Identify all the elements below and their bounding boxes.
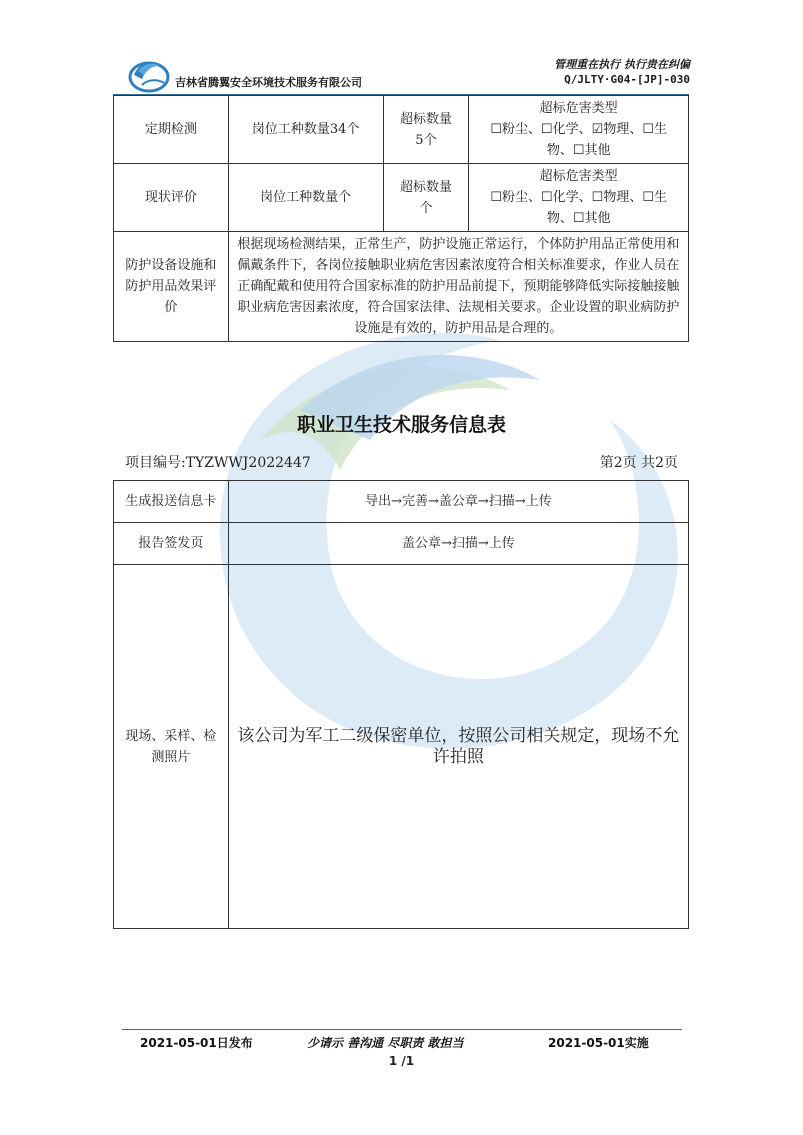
company-name: 吉林省腾翼安全环境技术服务有限公司 — [175, 76, 362, 89]
post-count: 岗位工种数量34个 — [228, 96, 383, 164]
table-row — [114, 481, 689, 523]
project-number: 项目编号:TYZWWJ2022447 — [125, 455, 311, 471]
service-info-table — [113, 480, 689, 929]
table-row — [114, 96, 689, 164]
row-value: 盖公章→扫描→上传 — [228, 523, 688, 565]
company-logo-icon — [128, 57, 170, 93]
row-label: 定期检测 — [114, 96, 229, 164]
evaluation-table — [113, 95, 689, 342]
row-value: 导出→完善→盖公章→扫描→上传 — [228, 481, 688, 523]
page-title: 职业卫生技术服务信息表 — [296, 414, 506, 436]
footer-divider — [122, 1029, 682, 1030]
header-slogan: 管理重在执行 执行贵在纠偏 — [554, 58, 690, 71]
page-header — [0, 0, 803, 100]
exceed-count: 超标数量 5个 — [383, 96, 469, 164]
exceed-count: 超标数量 个 — [383, 164, 469, 232]
footer-slogan: 少请示 善沟通 尽职责 敢担当 — [307, 1036, 464, 1050]
photo-note: 该公司为军工二级保密单位，按照公司相关规定，现场不允许拍照 — [228, 565, 688, 929]
document-code: Q/JLTY·G04-[JP]-030 — [564, 73, 690, 86]
photo-label: 现场、采样、检测照片 — [114, 565, 229, 929]
hazard-types: 超标危害类型 ☐粉尘、☐化学、☐物理、☐生 物、☐其他 — [469, 164, 689, 232]
page-number: 1 /1 — [388, 1054, 415, 1068]
page-info: 第2页 共2页 — [599, 455, 678, 471]
protection-text: 根据现场检测结果，正常生产，防护设施正常运行，个体防护用品正常使用和佩戴条件下，各岗位接触职业病危害因素浓度符合相关标准要求，作业人员在正确配戴和使用符合国家标准的防护用品前提下，预期能够降低实际接触接触职业病危害因素浓度，符合国家法律、法规相关要求。企业设置的职业病防护设施是有效的，防护用品是合理的。 — [228, 232, 688, 342]
effective-date: 2021-05-01实施 — [548, 1036, 649, 1050]
table-row — [114, 565, 689, 929]
row-label: 生成报送信息卡 — [114, 481, 229, 523]
hazard-types: 超标危害类型 ☐粉尘、☐化学、☑物理、☐生 物、☐其他 — [469, 96, 689, 164]
row-label: 报告签发页 — [114, 523, 229, 565]
table-row — [114, 232, 689, 342]
protection-label: 防护设备设施和防护用品效果评价 — [114, 232, 229, 342]
release-date: 2021-05-01日发布 — [140, 1036, 253, 1050]
post-count: 岗位工种数量个 — [228, 164, 383, 232]
table-row — [114, 164, 689, 232]
table-row — [114, 523, 689, 565]
row-label: 现状评价 — [114, 164, 229, 232]
